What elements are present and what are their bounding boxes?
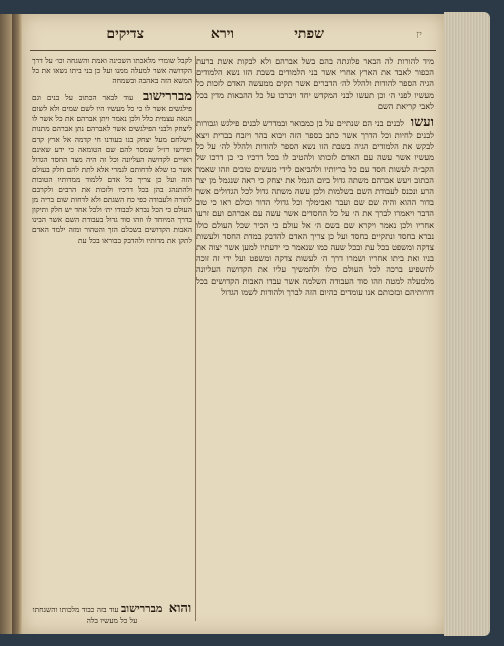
footer-dibbur: והוא: [168, 601, 192, 616]
header-rule: [30, 50, 436, 51]
left-paragraph: [32, 89, 192, 245]
dibbur-hamatchil: ועשו: [410, 115, 434, 131]
book-gutter: [12, 14, 22, 634]
footer-title: מבררישוב: [120, 602, 163, 615]
folio-number: יז: [416, 28, 422, 41]
left-section-title: מבררישוב: [143, 89, 192, 105]
running-head-3: צדיקים: [106, 26, 144, 42]
commentary-column-right: [196, 56, 434, 621]
footer-note: [32, 601, 192, 626]
left-opening-text: לקבל שומרי מלאכתו השכינה ואמת והשגחה וכו׳ על דרך הקדושה אשר למעלה ממנו ועל כן בני ביתו נשאו את כל המשא הזה באהבה ובשמחה: [32, 56, 192, 86]
page-block-edge: [444, 12, 490, 636]
column-divider: [195, 56, 196, 621]
commentary-column-left: [32, 56, 192, 621]
book-page: [22, 14, 444, 634]
right-paragraph: [196, 115, 434, 298]
right-opening-text: מיד להורות לה הבאר פלוגתה בהם בשל אברהם ולא לבקות אשת ברעת הכפור לאבד את הארץ אחרי אשר בני הלמודים בשבת הזו נשא הלמודים הגיה הספר להודות ולהלל לה׳ הדברים אשר תקים ממעשה האדם לזכות כל מעשיו לפני ה׳ וכן תעשו לבני המקדש יחד ויברכו על כל ההבאות מדין בכל לאבי קריאת השם: [196, 56, 434, 111]
footer-text: עוד בזה כבוד מלכותו והשגחתו על כל מעשיו בלה: [32, 605, 138, 625]
book-cover-edge: [0, 14, 12, 634]
running-head-1: שפתי: [294, 26, 324, 42]
left-body-text: עוד לבאר הכתוב על בנים וגם פילגשים אשר לו כי כל מעשיו היו לשם שמים ולא לשום הנאה עצמית כלל ולכן נאמר ויתן אברהם את כל אשר לו ליצחק ולבני הפילגשים אשר לאברהם נתן אברהם מתנות וישלחם מעל יצחק בנו בעודנו חי קדמה אל ארץ קדם ופירשו רז״ל שמסר להם שם הטומאה כי ידע שאינם ראויים לקדושה העליונה וכל זה היה מצד החסד הגדול אשר בו שלא לדחותם לגמרי אלא לתת להם חלק בעולם הזה ועל כן צריך כל אדם ללמוד ממדותיו הטובות ולהתנהג בהן בכל דרכיו ולזכות את הרבים ולקרבם לתורה ולעבודה כפי כח השגתם ולא לדחות שום בריה מן העולם כי הכל נברא לכבודו ית׳ ולכל אחד יש חלק ותיקון בדרך המיוחד לו וזהו סוד גדול בעבודת השם אשר הבינו האבות הקדושים בשכלם הזך והטהור ומזה ילמד האדם לתקן את מדותיו ולהדבק בבוראו בכל עת: [32, 93, 192, 245]
running-header: [22, 24, 444, 48]
running-head-2: וירא: [210, 26, 234, 42]
right-body-text: לבנים בני הם שנתיים על בן כמבואר ובמדרש לבנים פילגש וגבורות לבנים לחיות וכל הדרך אשר כתב בספר הזה ויבוא בהר ויזבח בברית ויצא לבקש את הלמודים הגיה בשבת הזו נשא הספר להודות ולהלל לה׳ על כל מעשיו אשר עשה עם האדם לזכותו ולהטיב לו בכל דרכיו כי כן דרכו של הקב״ה לעשות חסד עם כל בריותיו ולהביאם לידי מעשים טובים וזהו שאמר הכתוב ויעש אברהם משתה גדול ביום הגמל את יצחק כי ראה שנגמל מן יצר הרע ונכנס לעבודת השם בשלמות ולכן עשה משתה גדול לכל הגדולים אשר בדור ההוא והיה שם שם ועבר ואבימלך וכל גדולי הדור וכולם ראו כי טוב הדבר ויאמרו לברך את ה׳ על כל החסדים אשר עשה עם אברהם ועם זרעו אחריו ולכן נאמר ויקרא שם בשם ה׳ אל עולם כי הכיר שכל העולם כולו נברא בחסד ונתקיים בחסד ועל כן צריך האדם להדבק במדת החסד ולעשות צדקה ומשפט בכל עת ובכל שעה כמו שנאמר כי ידעתיו למען אשר יצוה את בניו ואת ביתו אחריו ושמרו דרך ה׳ לעשות צדקה ומשפט ועל ידי זה זוכה להשפיע ברכה לכל העולם כולו ולהמשיך עליו את הקדושה העליונה מלמעלה למטה וזהו סוד העבודה השלמה אשר עבדו האבות הקדושים בכל דורותיהם ובזכותם אנו עומדים כהיום הזה לברך ולהודות לשמו הגדול: [196, 118, 434, 297]
